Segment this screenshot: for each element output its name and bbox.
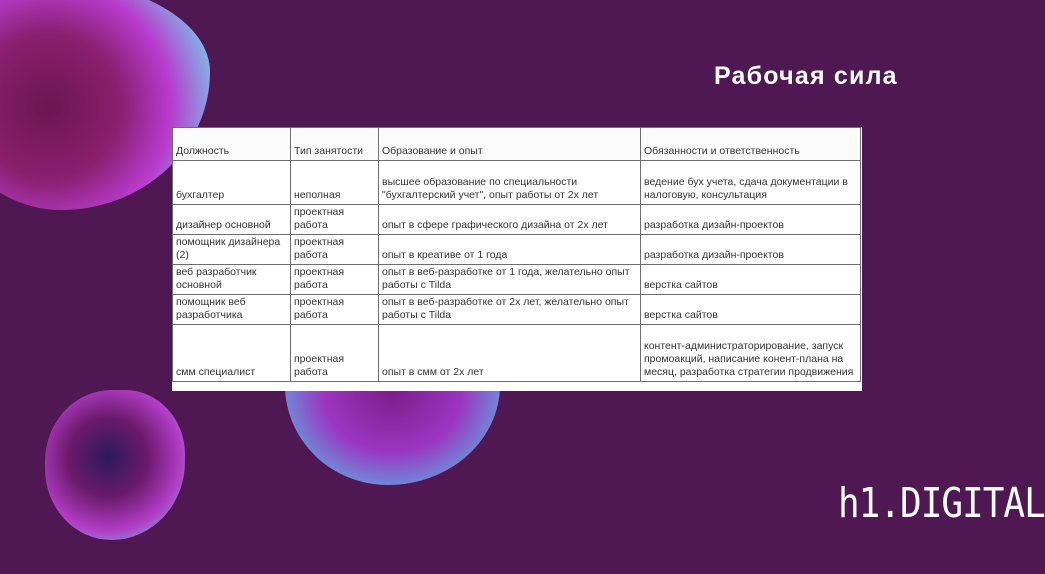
header-position: Должность (173, 128, 291, 161)
cell-education-experience: опыт в веб-разработке от 1 года, желательно опыт работы с Tilda (379, 265, 641, 295)
cell-employment-type: проектная работа (291, 325, 379, 382)
cell-position: веб разработчик основной (173, 265, 291, 295)
cell-duties: контент-администраторирование, запуск промоакций, написание конент-плана на месяц, разработка стратегии продвижения (641, 325, 861, 382)
table-row (173, 325, 861, 382)
cell-education-experience: опыт в креативе от 1 года (379, 235, 641, 265)
cell-employment-type: проектная работа (291, 205, 379, 235)
cell-position: помощник веб разработчика (173, 295, 291, 325)
cell-duties: ведение бух учета, сдача документации в налоговую, консультация (641, 161, 861, 205)
cell-position: бухгалтер (173, 161, 291, 205)
table-header-row (173, 128, 861, 161)
cell-duties: разработка дизайн-проектов (641, 205, 861, 235)
table-row (173, 235, 861, 265)
header-education-experience: Образование и опыт (379, 128, 641, 161)
slide-title: Рабочая сила (714, 62, 898, 90)
table-row (173, 265, 861, 295)
cell-education-experience: опыт в сфере графического дизайна от 2х лет (379, 205, 641, 235)
cell-education-experience: опыт в веб-разработке от 2х лет, желательно опыт работы с Tilda (379, 295, 641, 325)
table-row (173, 205, 861, 235)
decorative-blob-bottom-left (45, 390, 185, 540)
cell-education-experience: опыт в смм от 2х лет (379, 325, 641, 382)
header-employment-type: Тип занятости (291, 128, 379, 161)
cell-position: дизайнер основной (173, 205, 291, 235)
cell-employment-type: неполная (291, 161, 379, 205)
workforce-table-container (172, 127, 862, 391)
cell-duties: разработка дизайн-проектов (641, 235, 861, 265)
cell-education-experience: высшее образование по специальности "бухгалтерский учет", опыт работы от 2х лет (379, 161, 641, 205)
table-row (173, 161, 861, 205)
cell-duties: верстка сайтов (641, 265, 861, 295)
cell-duties: верстка сайтов (641, 295, 861, 325)
cell-position: помощник дизайнера (2) (173, 235, 291, 265)
cell-employment-type: проектная работа (291, 265, 379, 295)
company-logo: h1.DIGITAL (838, 480, 1045, 528)
table-row (173, 295, 861, 325)
cell-position: смм специалист (173, 325, 291, 382)
cell-employment-type: проектная работа (291, 235, 379, 265)
cell-employment-type: проектная работа (291, 295, 379, 325)
workforce-table (172, 127, 861, 382)
header-duties: Обязанности и ответственность (641, 128, 861, 161)
